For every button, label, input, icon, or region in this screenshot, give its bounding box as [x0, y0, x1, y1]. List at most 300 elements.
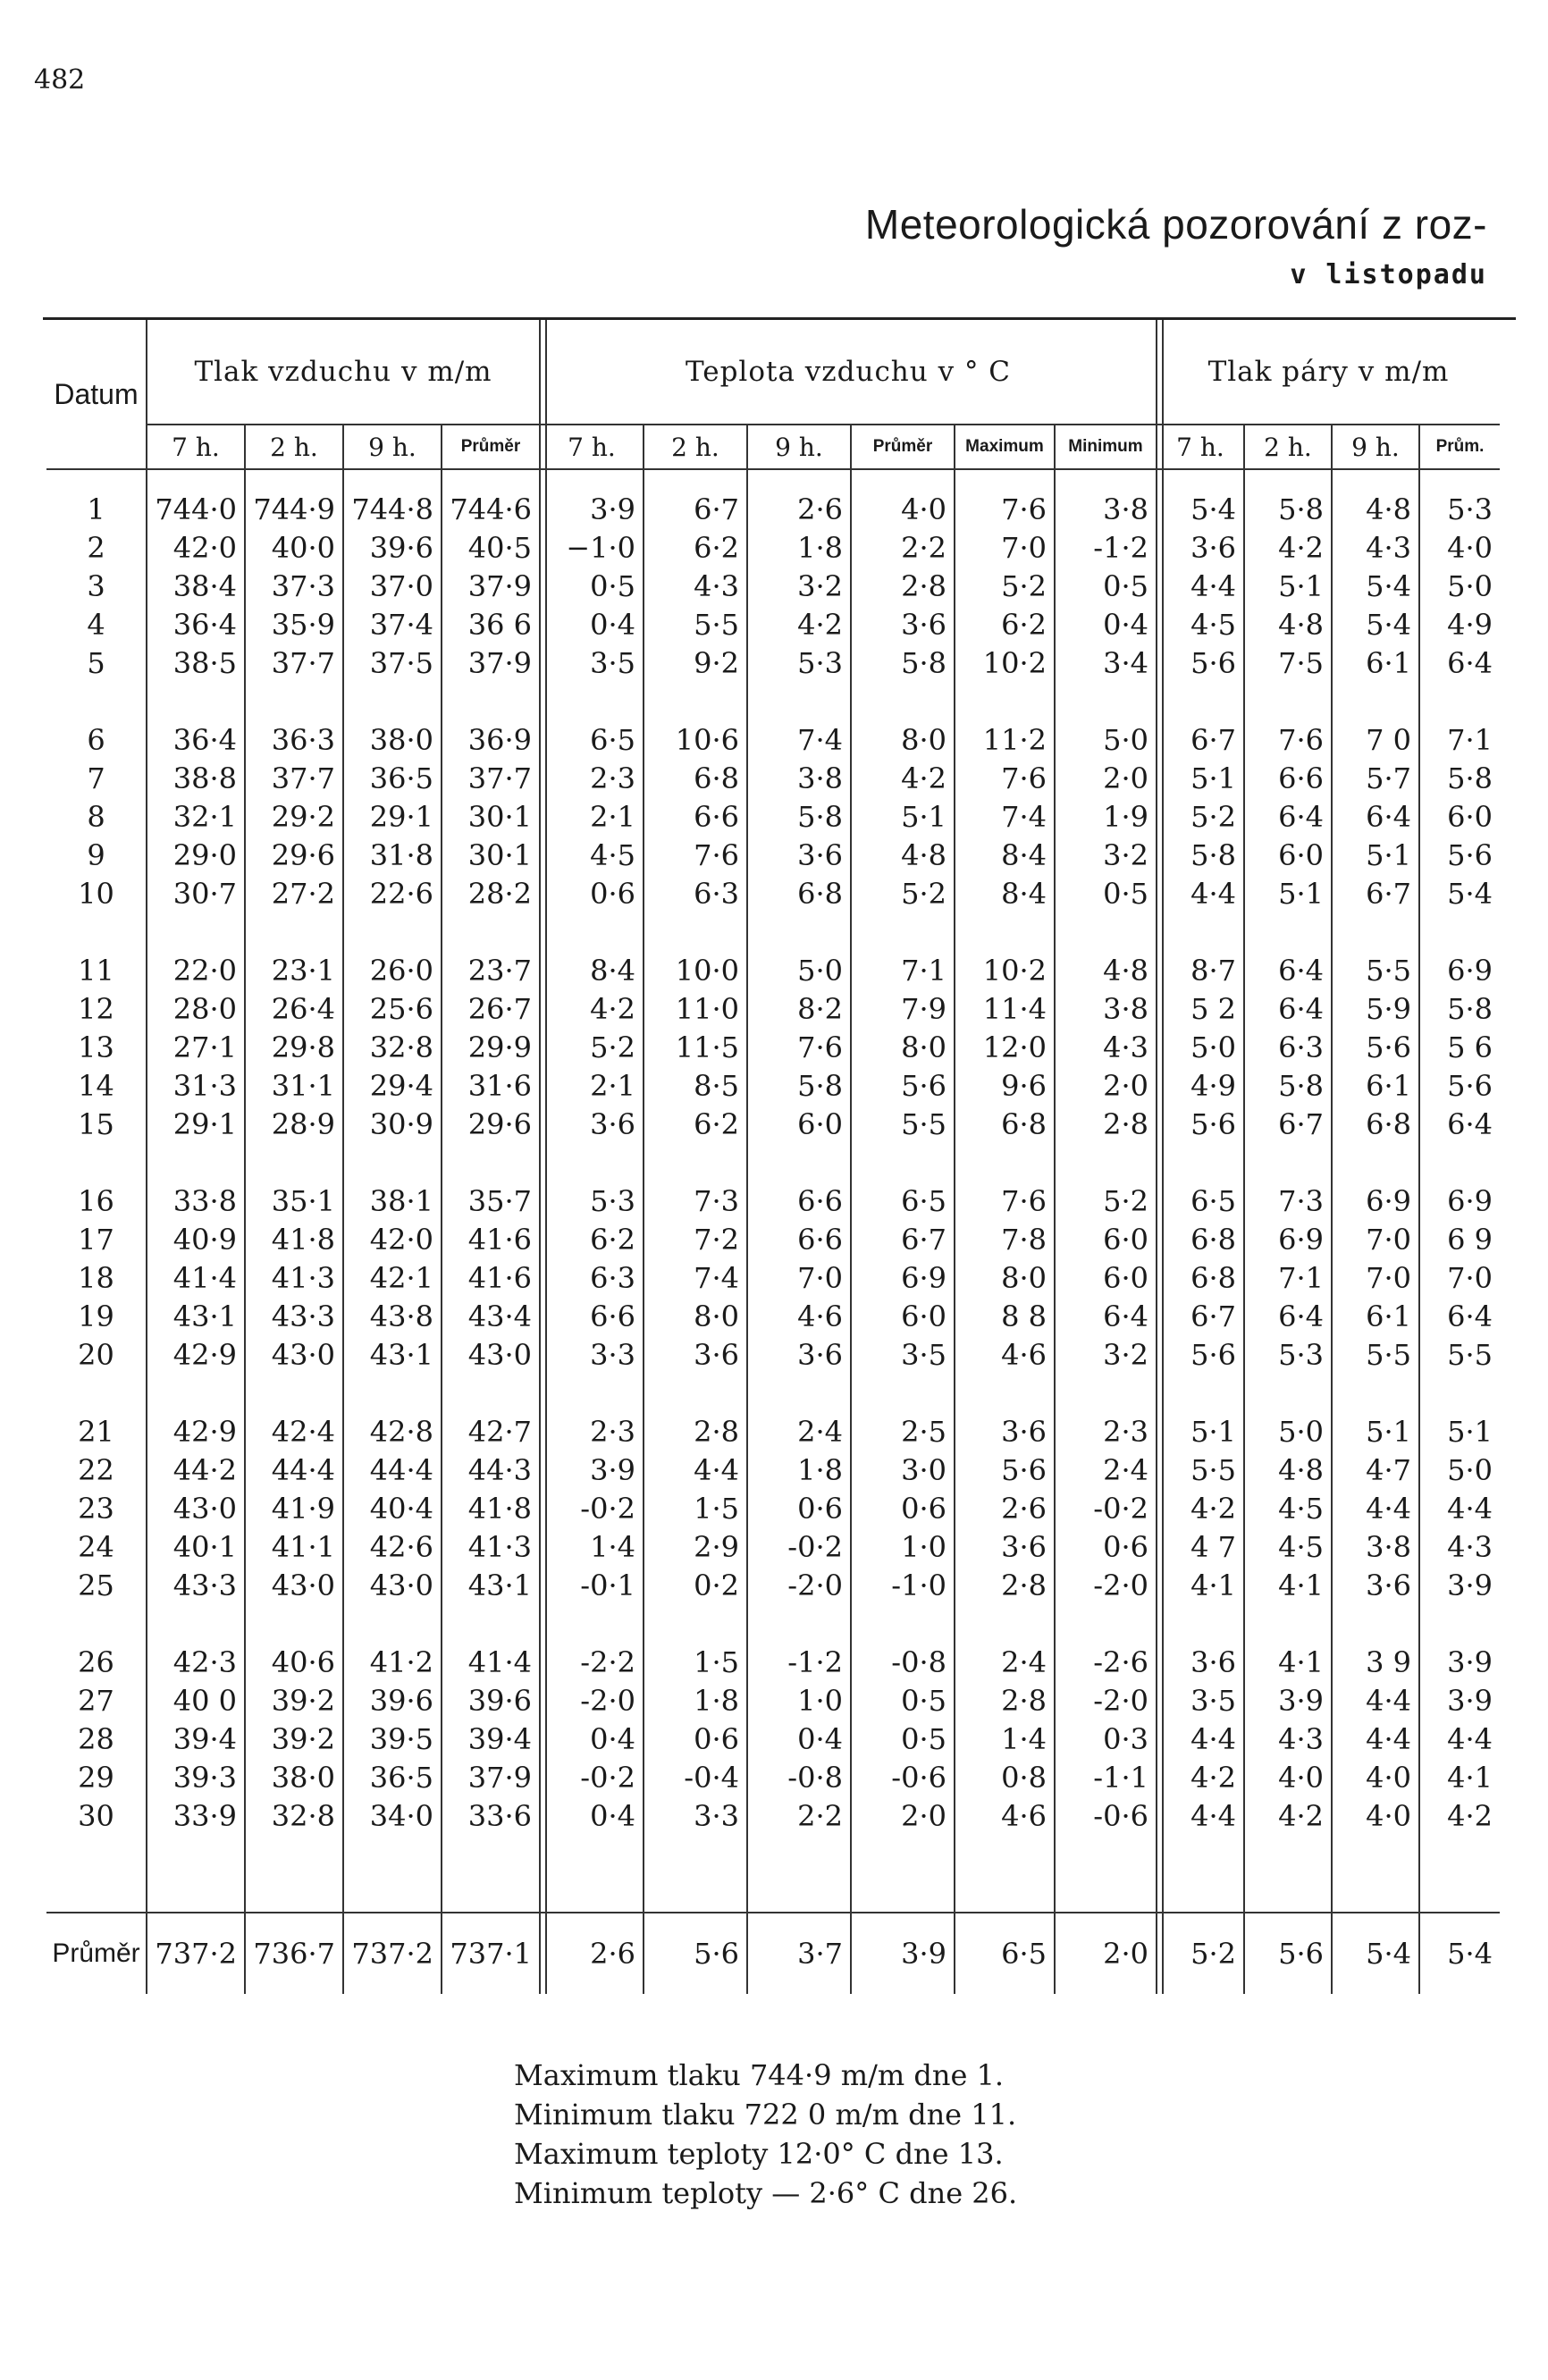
spacer-cell [343, 1604, 442, 1643]
pressure-cell: 42·9 [147, 1335, 245, 1374]
pressure-cell: 29·2 [245, 797, 343, 836]
vapor-cell: 5·9 [1332, 989, 1419, 1028]
spacer-cell [46, 469, 147, 490]
temperature-cell: 8·4 [540, 951, 644, 989]
table-row [46, 1028, 1500, 1066]
pressure-cell: 37·9 [442, 1758, 540, 1796]
temperature-cell: 3·6 [747, 1335, 851, 1374]
spacer-cell [343, 469, 442, 490]
pressure-cell: 33·6 [442, 1796, 540, 1835]
temperature-cell: 10·2 [955, 951, 1055, 989]
temperature-cell: 0·4 [540, 605, 644, 643]
vapor-cell: 5·1 [1332, 836, 1419, 874]
vapor-cell: 7·1 [1419, 720, 1500, 759]
temperature-cell: 4·6 [747, 1297, 851, 1335]
temperature-cell: 3·9 [540, 490, 644, 528]
temperature-cell: 8·0 [851, 720, 955, 759]
spacer-cell [147, 1143, 245, 1182]
temperature-cell: 11·4 [955, 989, 1055, 1028]
pressure-cell: 22·6 [343, 874, 442, 912]
temperature-cell: 6·2 [955, 605, 1055, 643]
pressure-cell: 29·1 [147, 1105, 245, 1143]
temperature-cell: 6·2 [644, 1105, 747, 1143]
vapor-cell: 4 7 [1157, 1527, 1244, 1566]
day-cell: 13 [78, 1030, 114, 1064]
vapor-cell: 5·5 [1157, 1451, 1244, 1489]
temperature-cell: 7·8 [955, 1220, 1055, 1258]
spacer-cell [540, 1604, 644, 1643]
pressure-cell: 43·1 [147, 1297, 245, 1335]
vapor-cell: 3·6 [1157, 1643, 1244, 1681]
spacer-cell [540, 682, 644, 720]
temperature-cell: 11·2 [955, 720, 1055, 759]
pressure-cell: 42·0 [147, 528, 245, 567]
temperature-subheader: 7 h. [540, 425, 644, 469]
spacer-cell [1244, 1143, 1332, 1182]
pressure-cell: 29·1 [343, 797, 442, 836]
day-cell: 21 [78, 1414, 114, 1449]
pressure-cell: 44·4 [245, 1451, 343, 1489]
spacer-cell [747, 912, 851, 951]
vapor-cell: 6·4 [1244, 989, 1332, 1028]
pressure-cell: 37·7 [442, 759, 540, 797]
spacer-cell [1244, 912, 1332, 951]
day-cell: 4 [87, 607, 105, 642]
notes [514, 2056, 1017, 2213]
vapor-subheader: Prům. [1419, 425, 1500, 469]
vapor-cell: 4·0 [1419, 528, 1500, 567]
vapor-cell: 7·0 [1419, 1258, 1500, 1297]
pressure-subheader: 2 h. [245, 425, 343, 469]
temperature-cell: 2·6 [747, 490, 851, 528]
spacer-cell [442, 1835, 540, 1913]
temperature-cell: 6·9 [851, 1258, 955, 1297]
pressure-cell: 41·8 [442, 1489, 540, 1527]
pressure-subheader: 9 h. [343, 425, 442, 469]
vapor-cell: 6·4 [1419, 643, 1500, 682]
pressure-cell: 29·9 [442, 1028, 540, 1066]
temperature-cell: 5·8 [851, 643, 955, 682]
temperature-cell: 8·4 [955, 874, 1055, 912]
vapor-cell: 7·5 [1244, 643, 1332, 682]
spacer-cell [1419, 1143, 1500, 1182]
temperature-cell: 1·8 [644, 1681, 747, 1720]
spacer-cell [747, 1604, 851, 1643]
temperature-cell: 3·6 [540, 1105, 644, 1143]
vapor-cell: 3·8 [1332, 1527, 1419, 1566]
pressure-cell: 40·4 [343, 1489, 442, 1527]
vapor-subheader: 7 h. [1157, 425, 1244, 469]
vapor-cell: 5·4 [1332, 1913, 1419, 1994]
vapor-cell: 5·5 [1419, 1335, 1500, 1374]
pressure-cell: 36 6 [442, 605, 540, 643]
temperature-cell: 6·8 [644, 759, 747, 797]
pressure-cell: 43·8 [343, 1297, 442, 1335]
temperature-cell: -0·2 [540, 1758, 644, 1796]
vapor-cell: 4·2 [1244, 1796, 1332, 1835]
table-body [46, 469, 1500, 1994]
vapor-cell: 8·7 [1157, 951, 1244, 989]
temperature-cell: -0·4 [644, 1758, 747, 1796]
temperature-cell: 4·0 [851, 490, 955, 528]
temperature-cell: 5·3 [540, 1182, 644, 1220]
group-spacer [46, 682, 1500, 720]
pressure-group-header: Tlak vzduchu v m/m [147, 320, 540, 425]
group-header-row [46, 320, 1500, 425]
group-spacer [46, 912, 1500, 951]
vapor-cell: 4·2 [1244, 528, 1332, 567]
pressure-cell: 38·4 [147, 567, 245, 605]
spacer-cell [1157, 682, 1244, 720]
spacer-cell [442, 1143, 540, 1182]
pressure-cell: 23·1 [245, 951, 343, 989]
vapor-cell: 6·4 [1244, 797, 1332, 836]
pressure-cell: 736·7 [245, 1913, 343, 1994]
vapor-cell: 5 6 [1419, 1028, 1500, 1066]
note-line: Minimum teploty — 2·6° C dne 26. [514, 2176, 1018, 2210]
temperature-cell: 6·0 [1055, 1258, 1157, 1297]
observations-table [46, 320, 1500, 1994]
temperature-cell: 6·4 [1055, 1297, 1157, 1335]
pressure-cell: 40·1 [147, 1527, 245, 1566]
temperature-cell: 9·2 [644, 643, 747, 682]
table-row [46, 759, 1500, 797]
pressure-subheader: Průměr [442, 425, 540, 469]
spacer-cell [955, 912, 1055, 951]
vapor-cell: 4·3 [1419, 1527, 1500, 1566]
spacer-cell [147, 1374, 245, 1412]
vapor-cell: 3 9 [1332, 1643, 1419, 1681]
temperature-cell: 0·6 [747, 1489, 851, 1527]
temperature-cell: 6·0 [851, 1297, 955, 1335]
temperature-cell: -2·0 [540, 1681, 644, 1720]
temperature-cell: 6·5 [540, 720, 644, 759]
vapor-cell: 5·1 [1332, 1412, 1419, 1451]
vapor-cell: 3·5 [1157, 1681, 1244, 1720]
spacer-cell [147, 469, 245, 490]
temperature-cell: 7·4 [747, 720, 851, 759]
vapor-cell: 4·0 [1332, 1758, 1419, 1796]
vapor-cell: 6·0 [1244, 836, 1332, 874]
temperature-cell: 6·0 [747, 1105, 851, 1143]
pressure-cell: 36·3 [245, 720, 343, 759]
spacer-cell [245, 1374, 343, 1412]
vapor-cell: 5·2 [1157, 797, 1244, 836]
pressure-cell: 41·2 [343, 1643, 442, 1681]
pressure-cell: 41·4 [147, 1258, 245, 1297]
temperature-cell: -1·1 [1055, 1758, 1157, 1796]
spacer-cell [343, 912, 442, 951]
table-row [46, 989, 1500, 1028]
pressure-cell: 30·7 [147, 874, 245, 912]
spacer-cell [245, 469, 343, 490]
spacer-cell [343, 1374, 442, 1412]
temperature-cell: 4·4 [644, 1451, 747, 1489]
pressure-cell: 41·3 [245, 1258, 343, 1297]
spacer-cell [851, 1374, 955, 1412]
table-row [46, 1335, 1500, 1374]
vapor-cell: 5·0 [1244, 1412, 1332, 1451]
temperature-cell: 5·2 [851, 874, 955, 912]
pressure-cell: 22·0 [147, 951, 245, 989]
vapor-cell: 7 0 [1332, 720, 1419, 759]
table-row [46, 1220, 1500, 1258]
temperature-cell: 3·5 [540, 643, 644, 682]
pressure-cell: 31·8 [343, 836, 442, 874]
vapor-cell: 4·0 [1332, 1796, 1419, 1835]
spacer-cell [644, 1835, 747, 1913]
spacer-cell [442, 469, 540, 490]
temperature-cell: 7·4 [955, 797, 1055, 836]
vapor-cell: 5·0 [1419, 567, 1500, 605]
vapor-cell: 6·7 [1244, 1105, 1332, 1143]
pressure-cell: 33·8 [147, 1182, 245, 1220]
vapor-cell: 5·6 [1157, 1335, 1244, 1374]
pressure-cell: 42·3 [147, 1643, 245, 1681]
table-row [46, 874, 1500, 912]
temperature-cell: 3·6 [955, 1527, 1055, 1566]
pressure-cell: 34·0 [343, 1796, 442, 1835]
pressure-cell: 737·2 [147, 1913, 245, 1994]
pressure-cell: 25·6 [343, 989, 442, 1028]
spacer-cell [1332, 1143, 1419, 1182]
temperature-cell: 2·2 [747, 1796, 851, 1835]
temperature-cell: 6·7 [851, 1220, 955, 1258]
pressure-cell: 42·8 [343, 1412, 442, 1451]
temperature-cell: 7·6 [955, 490, 1055, 528]
spacer-cell [851, 1143, 955, 1182]
temperature-subheader: 2 h. [644, 425, 747, 469]
temperature-cell: 3·2 [1055, 836, 1157, 874]
spacer-cell [851, 682, 955, 720]
temperature-cell: 6·6 [540, 1297, 644, 1335]
temperature-cell: 4·6 [955, 1335, 1055, 1374]
table-row [46, 720, 1500, 759]
temperature-cell: 5·2 [1055, 1182, 1157, 1220]
pressure-cell: 42·6 [343, 1527, 442, 1566]
pressure-cell: 42·0 [343, 1220, 442, 1258]
pressure-cell: 37·5 [343, 643, 442, 682]
pressure-cell: 43·0 [343, 1566, 442, 1604]
group-spacer [46, 469, 1500, 490]
vapor-cell: 6·4 [1419, 1297, 1500, 1335]
temperature-cell: 2·4 [747, 1412, 851, 1451]
temperature-cell: 2·3 [1055, 1412, 1157, 1451]
temperature-cell: 3·3 [540, 1335, 644, 1374]
temperature-cell: 6·7 [644, 490, 747, 528]
table-row [46, 1105, 1500, 1143]
pressure-cell: 38·5 [147, 643, 245, 682]
spacer-cell [747, 469, 851, 490]
temperature-cell: 3·0 [851, 1451, 955, 1489]
vapor-cell: 5·8 [1419, 989, 1500, 1028]
spacer-cell [1157, 469, 1244, 490]
day-cell: 2 [87, 530, 105, 565]
temperature-cell: 11·5 [644, 1028, 747, 1066]
vapor-cell: 6·0 [1419, 797, 1500, 836]
temperature-cell: 6·2 [540, 1220, 644, 1258]
day-cell: 14 [78, 1068, 114, 1103]
temperature-cell: 3·8 [747, 759, 851, 797]
vapor-cell: 3·9 [1419, 1681, 1500, 1720]
vapor-cell: 4·4 [1157, 567, 1244, 605]
pressure-cell: 42·7 [442, 1412, 540, 1451]
pressure-cell: 42·1 [343, 1258, 442, 1297]
spacer-cell [1244, 682, 1332, 720]
vapor-cell: 7·6 [1244, 720, 1332, 759]
vapor-cell: 4·4 [1419, 1720, 1500, 1758]
spacer-cell [851, 1835, 955, 1913]
vapor-cell: 4·5 [1157, 605, 1244, 643]
temperature-cell: 0·6 [540, 874, 644, 912]
temperature-cell: 2·5 [851, 1412, 955, 1451]
pressure-cell: 35·1 [245, 1182, 343, 1220]
pressure-cell: 44·4 [343, 1451, 442, 1489]
temperature-cell: 8·0 [644, 1297, 747, 1335]
temperature-cell: 3·2 [747, 567, 851, 605]
vapor-cell: 4·1 [1157, 1566, 1244, 1604]
temperature-cell: 3·6 [955, 1412, 1055, 1451]
temperature-cell: 2·3 [540, 759, 644, 797]
pressure-cell: 41·6 [442, 1258, 540, 1297]
pressure-cell: 39·4 [442, 1720, 540, 1758]
vapor-cell: 4·1 [1244, 1643, 1332, 1681]
vapor-cell: 3·9 [1419, 1643, 1500, 1681]
vapor-cell: 5·5 [1332, 951, 1419, 989]
spacer-cell [1332, 1604, 1419, 1643]
temperature-cell: 4·3 [1055, 1028, 1157, 1066]
temperature-cell: 7·1 [851, 951, 955, 989]
temperature-cell: -2·0 [1055, 1681, 1157, 1720]
day-cell: 26 [78, 1644, 114, 1679]
temperature-cell: 6·6 [747, 1220, 851, 1258]
spacer-cell [245, 1835, 343, 1913]
spacer-cell [245, 682, 343, 720]
pressure-cell: 737·2 [343, 1913, 442, 1994]
temperature-cell: 5·3 [747, 643, 851, 682]
pressure-cell: 32·8 [245, 1796, 343, 1835]
temperature-cell: 4·8 [851, 836, 955, 874]
temperature-cell: 3·9 [540, 1451, 644, 1489]
temperature-cell: 0·2 [644, 1566, 747, 1604]
day-cell: 7 [87, 761, 105, 795]
vapor-cell: 5·6 [1157, 1105, 1244, 1143]
pressure-cell: 41·1 [245, 1527, 343, 1566]
pressure-cell: 39·6 [442, 1681, 540, 1720]
spacer-cell [343, 1835, 442, 1913]
vapor-cell: 5·5 [1332, 1335, 1419, 1374]
spacer-cell [955, 1374, 1055, 1412]
day-cell: 6 [87, 722, 105, 757]
temperature-cell: 5·5 [644, 605, 747, 643]
temperature-cell: 0·5 [851, 1720, 955, 1758]
pressure-cell: 38·0 [245, 1758, 343, 1796]
pressure-cell: 43·1 [343, 1335, 442, 1374]
temperature-cell: -0·6 [851, 1758, 955, 1796]
page-subtitle: v listopadu [1290, 259, 1487, 290]
day-cell: 12 [78, 991, 114, 1026]
spacer-cell [1157, 1374, 1244, 1412]
temperature-cell: 2·6 [540, 1913, 644, 1994]
vapor-cell: 4·4 [1157, 874, 1244, 912]
pressure-cell: 39·4 [147, 1720, 245, 1758]
spacer-cell [1332, 469, 1419, 490]
temperature-cell: -0·6 [1055, 1796, 1157, 1835]
temperature-cell: 6·6 [644, 797, 747, 836]
temperature-cell: -2·6 [1055, 1643, 1157, 1681]
spacer-cell [540, 469, 644, 490]
day-cell: 23 [78, 1491, 114, 1526]
temperature-cell: 4·2 [747, 605, 851, 643]
temperature-cell: 3·4 [1055, 643, 1157, 682]
spacer-cell [540, 1143, 644, 1182]
day-cell: 17 [78, 1222, 114, 1257]
vapor-cell: 5·1 [1419, 1412, 1500, 1451]
temperature-cell: 8·0 [851, 1028, 955, 1066]
temperature-cell: 12·0 [955, 1028, 1055, 1066]
table-row [46, 1796, 1500, 1835]
pressure-cell: 31·6 [442, 1066, 540, 1105]
pressure-cell: 43·0 [245, 1566, 343, 1604]
page-number: 482 [34, 64, 86, 96]
temperature-cell: 5·0 [1055, 720, 1157, 759]
temperature-cell: 2·4 [1055, 1451, 1157, 1489]
vapor-cell: 4·4 [1332, 1489, 1419, 1527]
temperature-cell: 4·2 [851, 759, 955, 797]
pressure-cell: 44·3 [442, 1451, 540, 1489]
pressure-cell: 43·0 [245, 1335, 343, 1374]
pressure-cell: 36·5 [343, 1758, 442, 1796]
spacer-cell [955, 1604, 1055, 1643]
pressure-cell: 29·8 [245, 1028, 343, 1066]
temperature-cell: 1·8 [747, 1451, 851, 1489]
temperature-cell: 10·2 [955, 643, 1055, 682]
table-row [46, 1720, 1500, 1758]
vapor-cell: 6·6 [1244, 759, 1332, 797]
spacer-cell [46, 912, 147, 951]
vapor-cell: 4·5 [1244, 1527, 1332, 1566]
spacer-cell [540, 912, 644, 951]
vapor-cell: 5·3 [1419, 490, 1500, 528]
temperature-cell: 2·8 [851, 567, 955, 605]
temperature-cell: 3·7 [747, 1913, 851, 1994]
pressure-cell: 26·7 [442, 989, 540, 1028]
spacer-cell [1055, 682, 1157, 720]
vapor-cell: 5·2 [1157, 1913, 1244, 1994]
vapor-cell: 5·8 [1157, 836, 1244, 874]
spacer-cell [442, 1374, 540, 1412]
temperature-cell: 5·2 [540, 1028, 644, 1066]
temperature-cell: -2·0 [747, 1566, 851, 1604]
vapor-cell: 4·2 [1157, 1758, 1244, 1796]
temperature-cell: 8·0 [955, 1258, 1055, 1297]
temperature-subheader: 9 h. [747, 425, 851, 469]
vapor-cell: 7·1 [1244, 1258, 1332, 1297]
spacer-cell [1157, 1143, 1244, 1182]
vapor-cell: 6 9 [1419, 1220, 1500, 1258]
temperature-cell: 7·6 [644, 836, 747, 874]
temperature-cell: -1·2 [1055, 528, 1157, 567]
average-row [46, 1913, 1500, 1994]
vapor-cell: 5·8 [1244, 490, 1332, 528]
day-cell: 27 [78, 1683, 114, 1718]
temperature-cell: 2·4 [955, 1643, 1055, 1681]
temperature-cell: 2·3 [540, 1412, 644, 1451]
pressure-cell: 744·6 [442, 490, 540, 528]
spacer-cell [540, 1835, 644, 1913]
temperature-cell: -0·2 [540, 1489, 644, 1527]
spacer-cell [1157, 912, 1244, 951]
